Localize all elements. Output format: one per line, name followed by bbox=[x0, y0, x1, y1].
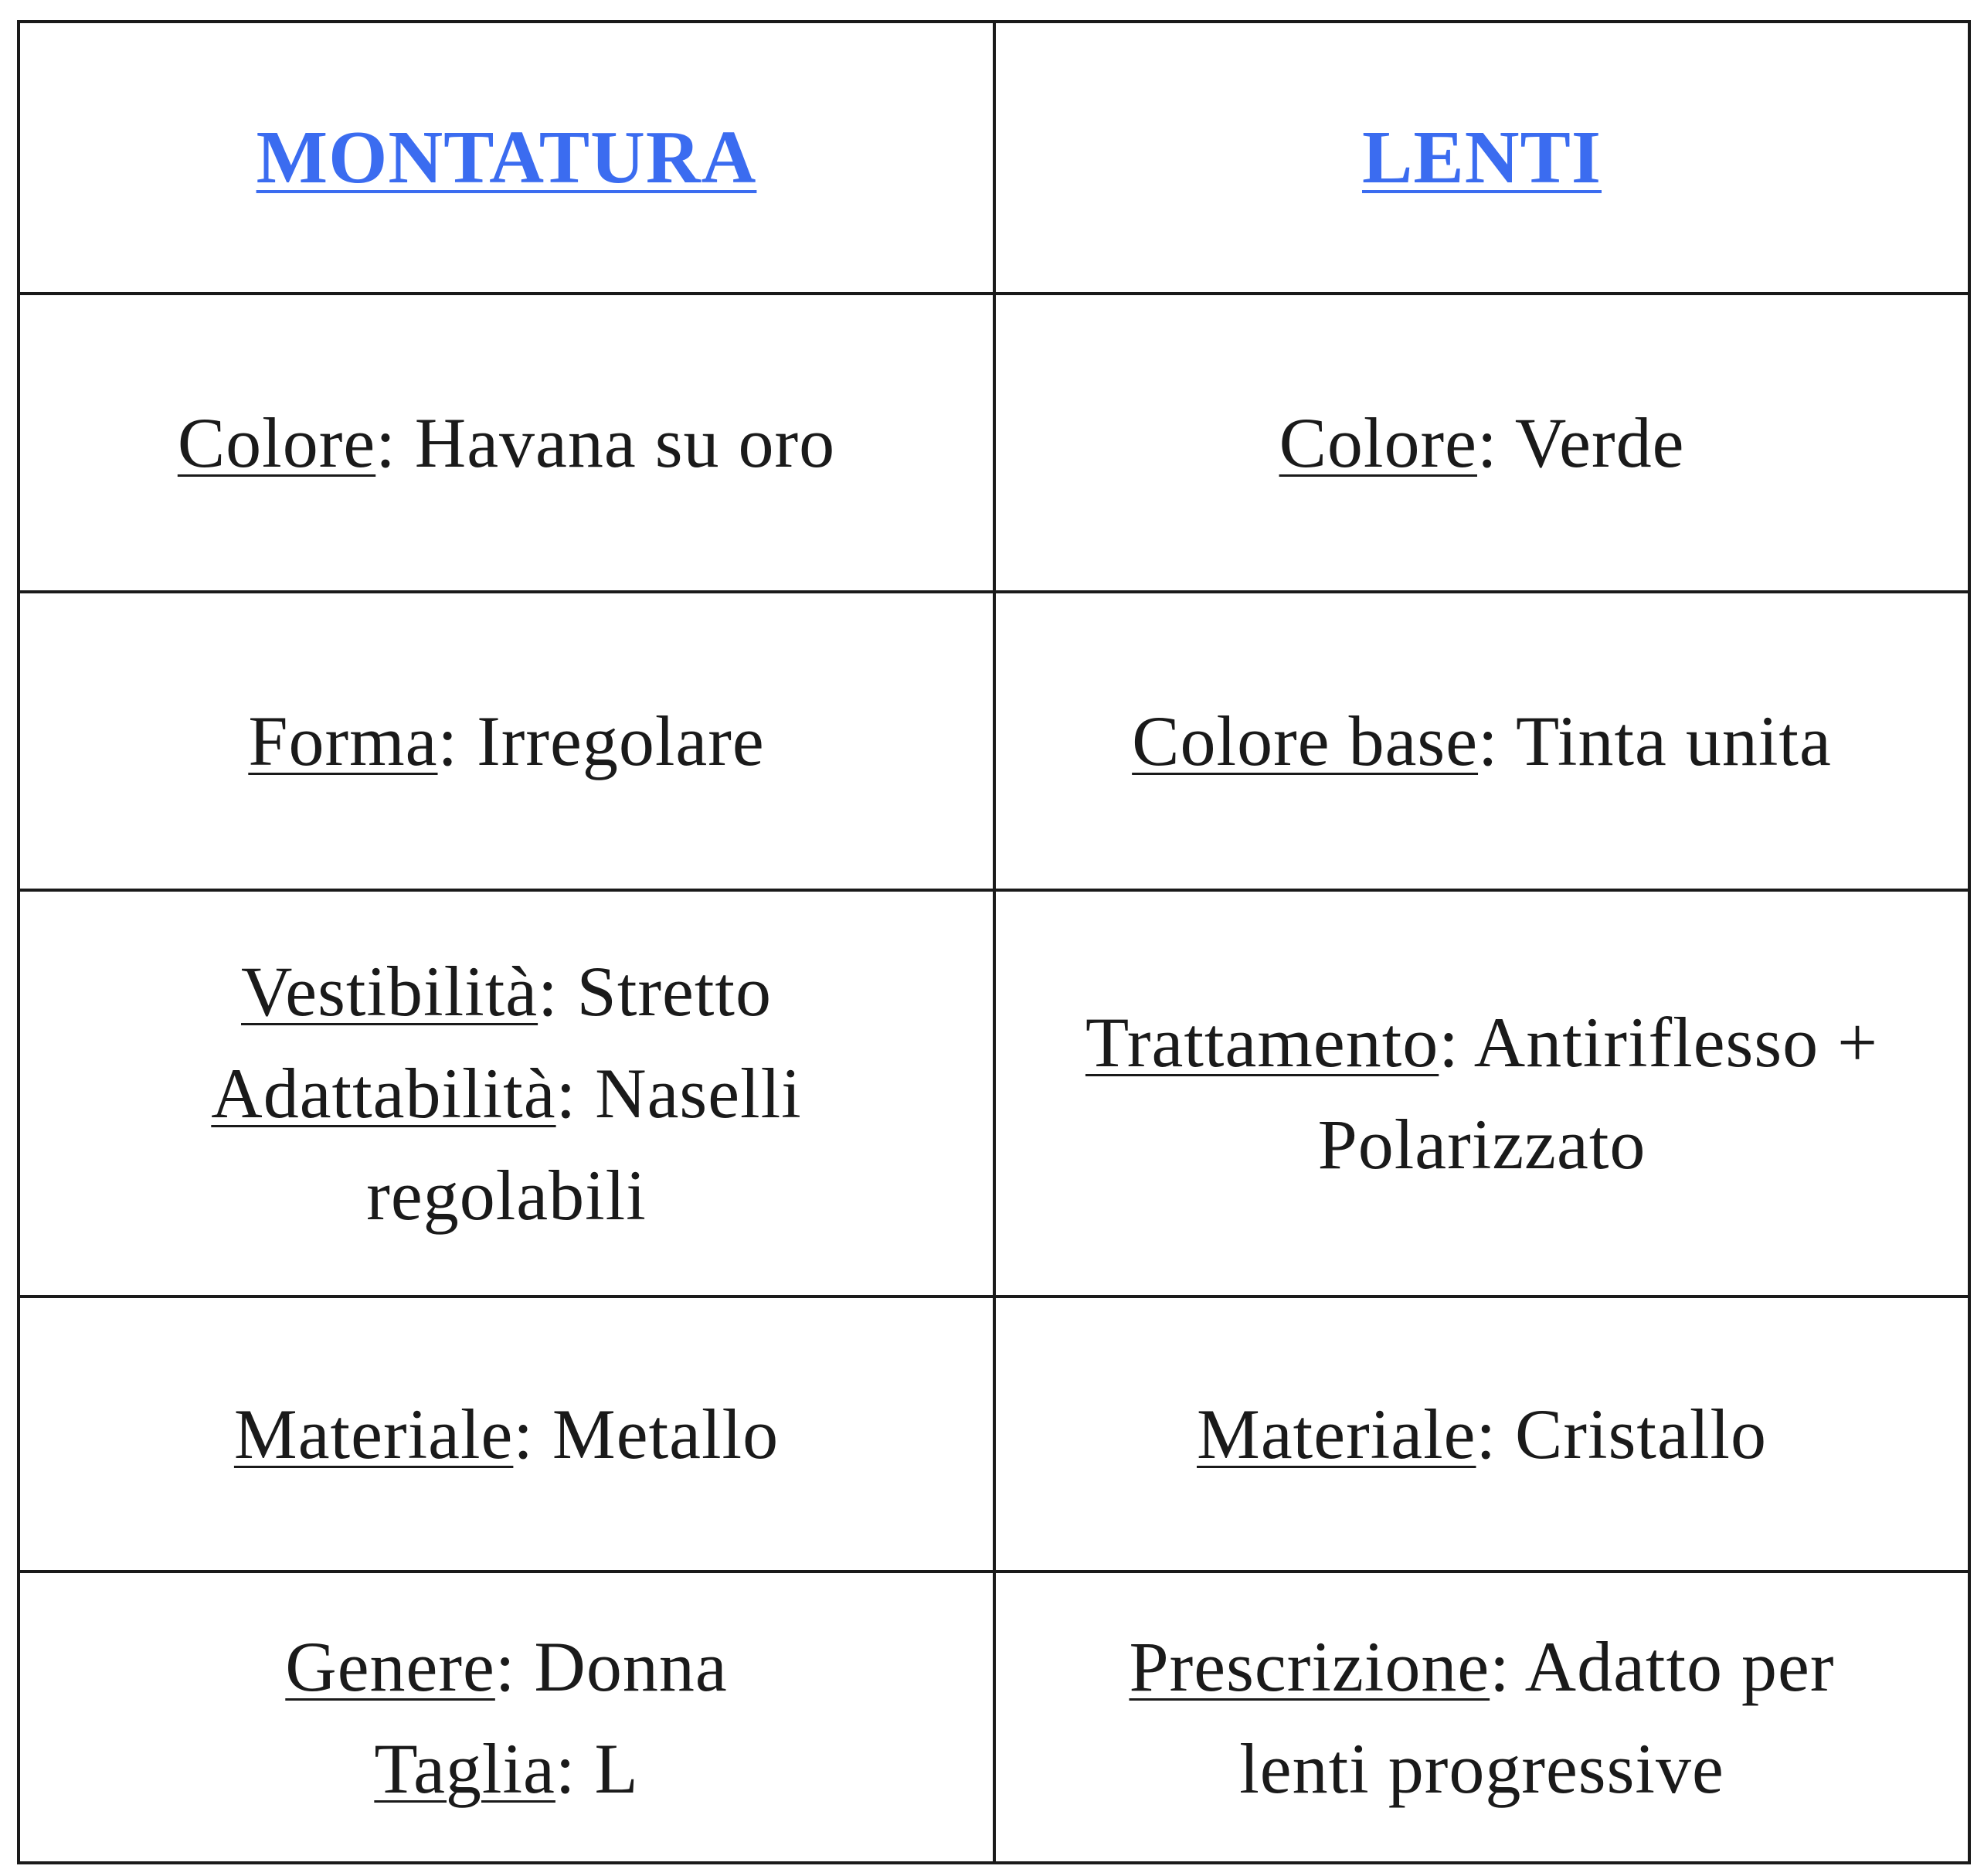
spec-label: Taglia bbox=[374, 1728, 555, 1808]
spec-line bbox=[241, 952, 772, 1031]
spec-value: : Irregolare bbox=[437, 702, 765, 780]
spec-value: : Metallo bbox=[513, 1395, 780, 1473]
table-row bbox=[19, 1297, 1969, 1572]
spec-line bbox=[1027, 392, 1937, 494]
table-row bbox=[19, 1572, 1969, 1863]
lenti-header-link[interactable]: LENTI bbox=[1361, 116, 1602, 199]
spec-label: Adattabilità bbox=[211, 1054, 556, 1133]
spec-line bbox=[51, 690, 962, 792]
spec-line bbox=[1085, 1003, 1878, 1184]
spec-value: : Tinta unita bbox=[1478, 702, 1832, 780]
spec-label: Forma bbox=[248, 702, 438, 780]
table-row bbox=[19, 890, 1969, 1297]
montatura-cell bbox=[19, 1572, 994, 1863]
spec-value: : Cristallo bbox=[1476, 1395, 1767, 1473]
spec-value: : Adatto per lenti progressive bbox=[1239, 1626, 1835, 1808]
spec-label: Colore bbox=[177, 403, 376, 482]
spec-value: : Donna bbox=[494, 1626, 728, 1706]
spec-line bbox=[1027, 1383, 1937, 1485]
spec-line bbox=[211, 1054, 801, 1235]
spec-line bbox=[1027, 690, 1937, 792]
spec-label: Genere bbox=[285, 1626, 495, 1706]
montatura-cell bbox=[19, 592, 994, 890]
lenti-cell bbox=[994, 1572, 1969, 1863]
spec-value: : Antiriflesso + Polarizzato bbox=[1317, 1003, 1879, 1184]
spec-line bbox=[51, 1616, 962, 1718]
spec-line bbox=[51, 1718, 962, 1820]
spec-value: : Naselli regolabili bbox=[366, 1054, 802, 1235]
spec-label: Colore base bbox=[1132, 702, 1479, 780]
header-cell-montatura bbox=[19, 22, 994, 294]
montatura-cell bbox=[19, 294, 994, 592]
montatura-cell bbox=[19, 1297, 994, 1572]
table-row bbox=[19, 294, 1969, 592]
header-cell-lenti bbox=[994, 22, 1969, 294]
table-header-row bbox=[19, 22, 1969, 294]
spec-label: Prescrizione bbox=[1129, 1626, 1490, 1706]
spec-label: Colore bbox=[1279, 403, 1477, 482]
spec-line bbox=[1129, 1627, 1834, 1808]
spec-table bbox=[17, 20, 1971, 1864]
montatura-header-link[interactable]: MONTATURA bbox=[256, 116, 757, 199]
lenti-cell bbox=[994, 1297, 1969, 1572]
table-row bbox=[19, 592, 1969, 890]
lenti-cell bbox=[994, 294, 1969, 592]
spec-label: Trattamento bbox=[1085, 1003, 1439, 1082]
spec-line bbox=[51, 392, 962, 494]
spec-label: Vestibilità bbox=[241, 952, 538, 1031]
lenti-cell bbox=[994, 592, 1969, 890]
spec-value: : Stretto bbox=[538, 952, 772, 1031]
spec-label: Materiale bbox=[1197, 1395, 1476, 1473]
spec-label: Materiale bbox=[233, 1395, 514, 1473]
spec-line bbox=[51, 1383, 962, 1485]
lenti-cell bbox=[994, 890, 1969, 1297]
spec-value: : L bbox=[555, 1728, 639, 1808]
montatura-cell bbox=[19, 890, 994, 1297]
spec-value: : Havana su oro bbox=[375, 403, 836, 482]
spec-value: : Verde bbox=[1476, 403, 1685, 482]
